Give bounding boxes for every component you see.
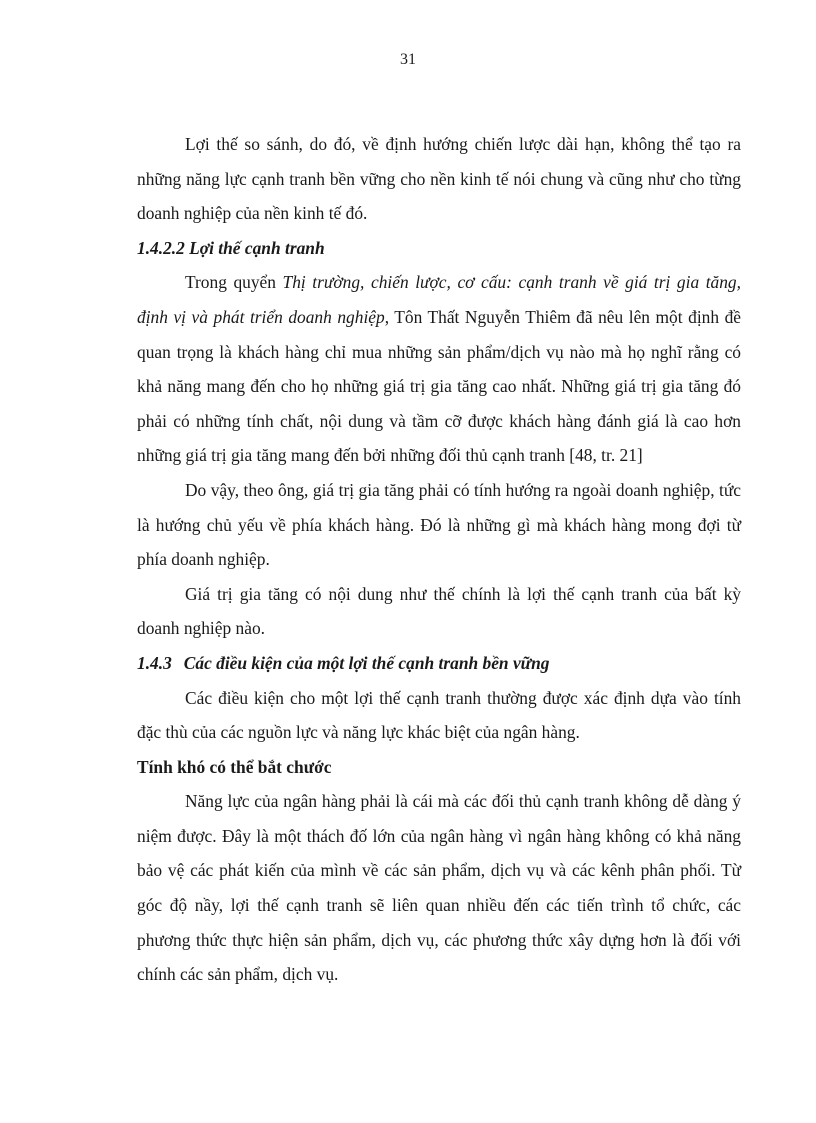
document-body (137, 127, 741, 992)
paragraph-value-added-definition: Giá trị gia tăng có nội dung như thế chính là lợi thế cạnh tranh của bất kỳ doanh nghiệp nào. (137, 583, 741, 639)
paragraph-text: Trong quyển (185, 272, 283, 293)
heading-number: 1.4.3 (137, 652, 172, 673)
paragraph-value-added-orientation: Do vậy, theo ông, giá trị gia tăng phải có tính hướng ra ngoài doanh nghiệp, tức là hướng chủ yếu về phía khách hàng. Đó là những gì mà khách hàng mong đợi từ phía doanh nghiệp. (137, 479, 741, 570)
heading-1-4-2-2: 1.4.2.2 Lợi thế cạnh tranh (137, 237, 325, 258)
page-number: 31 (400, 51, 416, 68)
paragraph-conditions: Các điều kiện cho một lợi thế cạnh tranh thường được xác định dựa vào tính đặc thù của các nguồn lực và năng lực khác biệt của ngân hàng. (137, 687, 741, 743)
heading-text: Các điều kiện của một lợi thế cạnh tranh bền vững (183, 652, 550, 673)
heading-1-4-3 (137, 646, 741, 681)
paragraph-text: , Tôn Thất Nguyễn Thiêm đã nêu lên một định đề quan trọng là khách hàng chỉ mua những sản phẩm/dịch vụ nào mà họ nghĩ rằng có khả năng mang đến cho họ những giá trị gia tăng cao nhất. Những giá trị gia tăng đó phải có những tính chất, nội dung và tầm cỡ được khách hàng đánh giá là cao hơn những giá trị gia tăng mang đến bởi những đối thủ cạnh tranh [48, tr. 21] (137, 306, 741, 466)
paragraph-inimitability: Năng lực của ngân hàng phải là cái mà các đối thủ cạnh tranh không dễ dàng ý niệm được. Đây là một thách đố lớn của ngân hàng vì ngân hàng không có khả năng bảo vệ các phát kiến của mình về các sản phẩm, dịch vụ và các kênh phân phối. Từ góc độ nầy, lợi thế cạnh tranh sẽ liên quan nhiều đến các tiến trình tổ chức, các phương thức thực hiện sản phẩm, dịch vụ, các phương thức xây dựng hơn là đối với chính các sản phẩm, dịch vụ. (137, 791, 741, 985)
book-title: Thị trường, chiến lược, cơ cấu: cạnh tranh về giá trị gia tăng, định vị và phát triển doanh nghiệp (137, 272, 741, 327)
paragraph-competitive-advantage (137, 265, 741, 473)
paragraph-comparative-advantage: Lợi thế so sánh, do đó, về định hướng chiến lược dài hạn, không thể tạo ra những năng lực cạnh tranh bền vững cho nền kinh tế nói chung và cũng như cho từng doanh nghiệp của nền kinh tế đó. (137, 134, 741, 224)
heading-inimitability: Tính khó có thể bắt chước (137, 756, 332, 777)
